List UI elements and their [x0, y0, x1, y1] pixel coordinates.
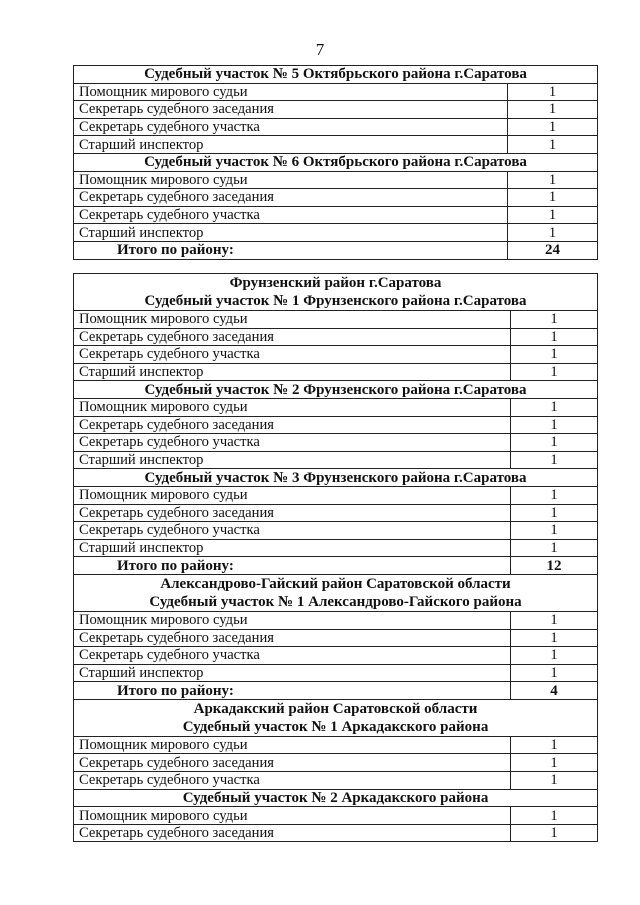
- table-row: [74, 363, 598, 381]
- total-row: [74, 682, 598, 700]
- table-row: [74, 224, 598, 242]
- count-cell: 1: [511, 539, 598, 557]
- section-header-row: [74, 274, 598, 311]
- table-row: [74, 101, 598, 119]
- count-cell: 1: [508, 206, 598, 224]
- total-label: Итого по району:: [74, 557, 511, 575]
- table-row: [74, 522, 598, 540]
- section-header-row: [74, 699, 598, 736]
- court-section-title: Судебный участок № 2 Аркадакского района: [182, 789, 489, 806]
- court-section-title: Судебный участок № 3 Фрунзенского района г.Саратова: [144, 469, 527, 486]
- position-cell: Старший инспектор: [74, 224, 508, 242]
- count-cell: 1: [511, 522, 598, 540]
- table-row: [74, 824, 598, 842]
- table-row: [74, 647, 598, 665]
- position-cell: Секретарь судебного заседания: [74, 328, 511, 346]
- table-row: [74, 611, 598, 629]
- section-header-row: [74, 469, 598, 487]
- table-row: [74, 451, 598, 469]
- count-cell: 1: [511, 363, 598, 381]
- total-label: Итого по району:: [74, 241, 508, 259]
- position-cell: Помощник мирового судьи: [74, 171, 508, 189]
- table-body: [74, 274, 598, 842]
- count-cell: 1: [511, 416, 598, 434]
- table-row: [74, 118, 598, 136]
- table-row: [74, 539, 598, 557]
- position-cell: Секретарь судебного заседания: [74, 101, 508, 119]
- position-cell: Старший инспектор: [74, 363, 511, 381]
- position-cell: Старший инспектор: [74, 539, 511, 557]
- table-row: [74, 486, 598, 504]
- section-header: [74, 789, 598, 807]
- position-cell: Секретарь судебного заседания: [74, 629, 511, 647]
- count-cell: 1: [511, 486, 598, 504]
- table-row: [74, 664, 598, 682]
- position-cell: Секретарь судебного участка: [74, 647, 511, 665]
- total-value: 12: [511, 557, 598, 575]
- count-cell: 1: [511, 611, 598, 629]
- count-cell: 1: [511, 504, 598, 522]
- count-cell: 1: [511, 807, 598, 825]
- table-row: [74, 171, 598, 189]
- court-section-title: Судебный участок № 6 Октябрьского района г.Саратова: [144, 154, 527, 171]
- position-cell: Помощник мирового судьи: [74, 486, 511, 504]
- section-header: [74, 274, 598, 311]
- count-cell: 1: [508, 136, 598, 154]
- table-row: [74, 189, 598, 207]
- count-cell: 1: [511, 824, 598, 842]
- section-header: [74, 469, 598, 487]
- position-cell: Помощник мирового судьи: [74, 611, 511, 629]
- table-row: [74, 772, 598, 790]
- position-cell: Секретарь судебного участка: [74, 522, 511, 540]
- position-cell: Помощник мирового судьи: [74, 83, 508, 101]
- section-header-row: [74, 381, 598, 399]
- count-cell: 1: [508, 101, 598, 119]
- count-cell: 1: [511, 664, 598, 682]
- court-section-title: Судебный участок № 2 Фрунзенского района г.Саратова: [144, 381, 527, 398]
- district-title: Аркадакский район Саратовской области: [193, 700, 478, 717]
- position-cell: Секретарь судебного участка: [74, 434, 511, 452]
- position-cell: Секретарь судебного участка: [74, 206, 508, 224]
- position-cell: Помощник мирового судьи: [74, 398, 511, 416]
- count-cell: 1: [508, 118, 598, 136]
- staff-table: [73, 273, 598, 842]
- table-row: [74, 736, 598, 754]
- position-cell: Секретарь судебного заседания: [74, 824, 511, 842]
- count-cell: 1: [508, 83, 598, 101]
- position-cell: Старший инспектор: [74, 664, 511, 682]
- position-cell: Секретарь судебного заседания: [74, 416, 511, 434]
- table-row: [74, 328, 598, 346]
- court-section-title: Судебный участок № 1 Аркадакского района: [182, 718, 489, 735]
- count-cell: 1: [511, 328, 598, 346]
- section-header: [74, 574, 598, 611]
- table-row: [74, 629, 598, 647]
- section-header-row: [74, 153, 598, 171]
- position-cell: Секретарь судебного участка: [74, 118, 508, 136]
- table-row: [74, 434, 598, 452]
- table-row: [74, 346, 598, 364]
- section-header: [74, 66, 598, 84]
- page-number: 7: [315, 40, 325, 59]
- count-cell: 1: [511, 434, 598, 452]
- court-section-title: Судебный участок № 1 Александрово-Гайского района: [149, 593, 522, 610]
- district-title: Фрунзенский район г.Саратова: [229, 275, 442, 291]
- table-row: [74, 398, 598, 416]
- count-cell: 1: [511, 311, 598, 329]
- table-body: [74, 66, 598, 260]
- section-header: [74, 153, 598, 171]
- count-cell: 1: [511, 772, 598, 790]
- position-cell: Секретарь судебного заседания: [74, 189, 508, 207]
- position-cell: Секретарь судебного заседания: [74, 504, 511, 522]
- section-header-row: [74, 66, 598, 84]
- table-row: [74, 83, 598, 101]
- total-value: 24: [508, 241, 598, 259]
- position-cell: Секретарь судебного заседания: [74, 754, 511, 772]
- table-row: [74, 807, 598, 825]
- position-cell: Секретарь судебного участка: [74, 346, 511, 364]
- count-cell: 1: [511, 629, 598, 647]
- table-row: [74, 416, 598, 434]
- count-cell: 1: [511, 398, 598, 416]
- count-cell: 1: [508, 224, 598, 242]
- position-cell: Помощник мирового судьи: [74, 736, 511, 754]
- count-cell: 1: [511, 736, 598, 754]
- table-row: [74, 504, 598, 522]
- staff-table: [73, 65, 598, 260]
- district-title: Александрово-Гайский район Саратовской области: [160, 575, 511, 592]
- position-cell: Помощник мирового судьи: [74, 311, 511, 329]
- count-cell: 1: [508, 189, 598, 207]
- total-value: 4: [511, 682, 598, 700]
- court-section-title: Судебный участок № 5 Октябрьского района г.Саратова: [144, 66, 527, 83]
- table-row: [74, 311, 598, 329]
- total-row: [74, 241, 598, 259]
- table-row: [74, 754, 598, 772]
- section-header: [74, 699, 598, 736]
- count-cell: 1: [511, 647, 598, 665]
- position-cell: Старший инспектор: [74, 451, 511, 469]
- section-header: [74, 381, 598, 399]
- count-cell: 1: [508, 171, 598, 189]
- court-section-title: Судебный участок № 1 Фрунзенского района г.Саратова: [144, 293, 527, 309]
- count-cell: 1: [511, 346, 598, 364]
- total-row: [74, 557, 598, 575]
- total-label: Итого по району:: [74, 682, 511, 700]
- table-row: [74, 136, 598, 154]
- position-cell: Помощник мирового судьи: [74, 807, 511, 825]
- position-cell: Старший инспектор: [74, 136, 508, 154]
- table-row: [74, 206, 598, 224]
- count-cell: 1: [511, 754, 598, 772]
- position-cell: Секретарь судебного участка: [74, 772, 511, 790]
- section-header-row: [74, 789, 598, 807]
- count-cell: 1: [511, 451, 598, 469]
- section-header-row: [74, 574, 598, 611]
